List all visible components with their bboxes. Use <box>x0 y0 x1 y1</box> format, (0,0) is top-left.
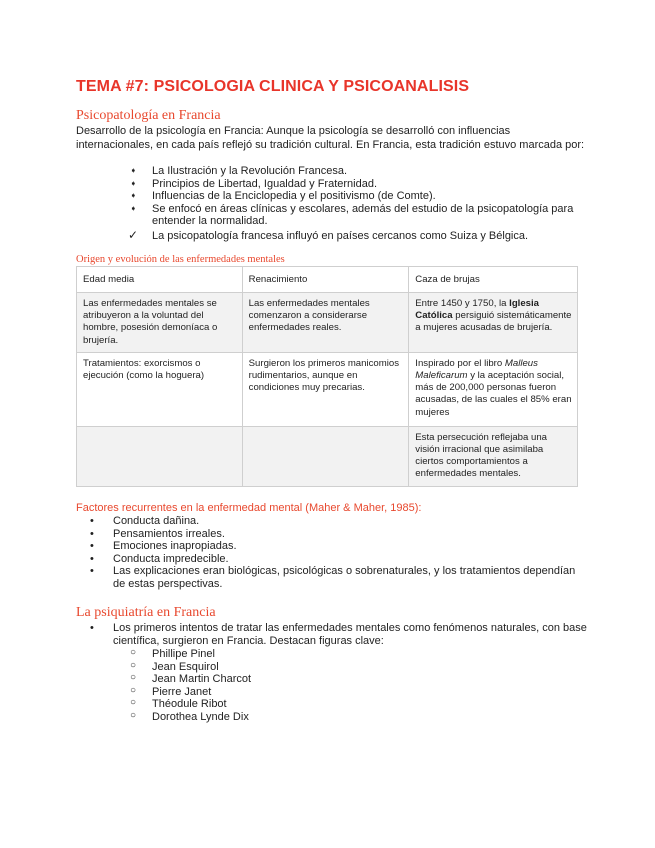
bullet-icon: • <box>90 622 94 634</box>
section-heading-factores: Factores recurrentes en la enfermedad mental (Maher & Maher, 1985): <box>76 502 422 514</box>
arrow-bullet-icon: ➧ <box>130 166 137 175</box>
table-header-row <box>77 267 578 293</box>
bullet-icon: • <box>90 565 94 578</box>
table-cell <box>409 293 578 353</box>
list-item <box>128 227 588 243</box>
list-item-text: Emociones inapropiadas. <box>113 540 237 553</box>
table-cell <box>409 352 578 426</box>
list-item <box>128 203 588 228</box>
section-heading-psiquiatria: La psiquiatría en Francia <box>76 605 216 620</box>
list-item-text: Principios de Libertad, Igualdad y Fraternidad. <box>152 177 378 190</box>
circle-bullet-icon: ○ <box>130 684 137 696</box>
table-cell: Tratamientos: exorcismos o ejecución (como la hoguera) <box>77 352 243 426</box>
circle-bullet-icon: ○ <box>130 697 137 709</box>
arrow-bullet-icon: ➧ <box>130 191 137 201</box>
cell-text: Entre 1450 y 1750, la <box>415 298 510 309</box>
list-item-text: Se enfocó en áreas clínicas y escolares, además del estudio de la psicopatología para entender la normalidad. <box>152 202 574 228</box>
table-cell <box>242 426 409 486</box>
list-item-text: Pensamientos irreales. <box>113 527 225 540</box>
cell-text: persiguió sistemáticamente a mujeres acusadas de brujería. <box>415 310 572 334</box>
cell-text-bold: Iglesia Católica <box>415 298 540 322</box>
cell-text: y la aceptación social, más de 200,000 personas fueron acusadas, de las cuales el 85% eran mujeres <box>415 370 572 418</box>
list-item-text: Jean Martin Charcot <box>152 673 252 686</box>
list-item-text: Dorothea Lynde Dix <box>152 710 249 723</box>
list-item <box>90 528 590 541</box>
list-item <box>90 515 590 528</box>
bullet-icon: • <box>90 540 94 553</box>
section-heading-psicopatologia: Psicopatología en Francia <box>76 108 221 123</box>
list-item-text: Las explicaciones eran biológicas, psicológicas o sobrenaturales, y los tratamientos dependían de estas perspectivas. <box>113 565 576 590</box>
table-row <box>77 426 578 486</box>
list-item <box>130 648 430 661</box>
list-item-text: Conducta dañina. <box>113 515 200 527</box>
table-cell: Surgieron los primeros manicomios rudimentarios, aunque en condiciones muy precarias. <box>242 352 409 426</box>
section-heading-origen: Origen y evolución de las enfermedades mentales <box>76 254 285 265</box>
figures-list <box>130 648 430 724</box>
table-header-cell: Caza de brujas <box>409 267 578 293</box>
list-item-text: Conducta impredecible. <box>113 552 229 565</box>
list-item-text: Los primeros intentos de tratar las enfermedades mentales como fenómenos naturales, con base científica, surgieron en Francia. Destacan figuras clave: <box>113 622 587 647</box>
checkmark-icon: ✓ <box>128 227 139 242</box>
circle-bullet-icon: ○ <box>130 672 137 684</box>
cell-text-italic: Malleus Maleficarum <box>415 357 538 382</box>
tradition-list <box>128 165 588 243</box>
psiquiatria-list <box>90 622 590 647</box>
intro-paragraph: Desarrollo de la psicología en Francia: Aunque la psicología se desarrolló con influencias internacionales, en cada país reflejó su tradición cultural. En Francia, esta tradición estuvo marcada por: <box>76 125 585 151</box>
circle-bullet-icon: ○ <box>130 659 137 671</box>
list-item <box>130 661 430 674</box>
cell-text: Inspirado por el libro <box>415 357 505 369</box>
list-item <box>90 553 590 566</box>
list-item <box>130 698 430 711</box>
table-cell: Las enfermedades mentales comenzaron a considerarse enfermedades reales. <box>242 293 409 353</box>
table-row <box>77 352 578 426</box>
list-item <box>130 711 430 724</box>
arrow-bullet-icon: ➧ <box>130 203 137 213</box>
page-title: TEMA #7: PSICOLOGIA CLINICA Y PSICOANALISIS <box>76 78 470 95</box>
table-cell <box>77 426 243 486</box>
circle-bullet-icon: ○ <box>130 647 137 658</box>
list-item-text: Jean Esquirol <box>152 660 219 673</box>
bullet-icon: • <box>90 527 94 540</box>
list-item-text: Influencias de la Enciclopedia y el positivismo (de Comte). <box>152 190 436 203</box>
bullet-icon: • <box>90 552 94 565</box>
table-row <box>77 293 578 353</box>
list-item-text: Phillipe Pinel <box>152 648 215 660</box>
table-header-cell: Edad media <box>77 267 243 293</box>
table-header-cell: Renacimiento <box>242 267 409 293</box>
list-item-text: La psicopatología francesa influyó en países cercanos como Suiza y Bélgica. <box>152 229 529 242</box>
list-item <box>130 673 430 686</box>
list-item <box>128 165 588 178</box>
factores-list <box>90 515 590 591</box>
table-cell: Esta persecución reflejaba una visión irracional que asimilaba ciertos comportamientos a enfermedades mentales. <box>409 426 578 486</box>
list-item <box>128 178 588 191</box>
bullet-icon: • <box>90 515 94 527</box>
list-item <box>90 565 590 590</box>
list-item <box>90 540 590 553</box>
list-item <box>130 686 430 699</box>
table-cell: Las enfermedades mentales se atribuyeron a la voluntad del hombre, posesión demoníaca o brujería. <box>77 293 243 353</box>
list-item <box>128 190 588 203</box>
list-item-text: La Ilustración y la Revolución Francesa. <box>152 165 348 177</box>
circle-bullet-icon: ○ <box>130 709 137 721</box>
list-item-text: Pierre Janet <box>152 685 212 698</box>
arrow-bullet-icon: ➧ <box>130 178 137 188</box>
list-item <box>90 622 590 647</box>
list-item-text: Théodule Ribot <box>152 698 227 711</box>
origen-table <box>76 266 578 487</box>
